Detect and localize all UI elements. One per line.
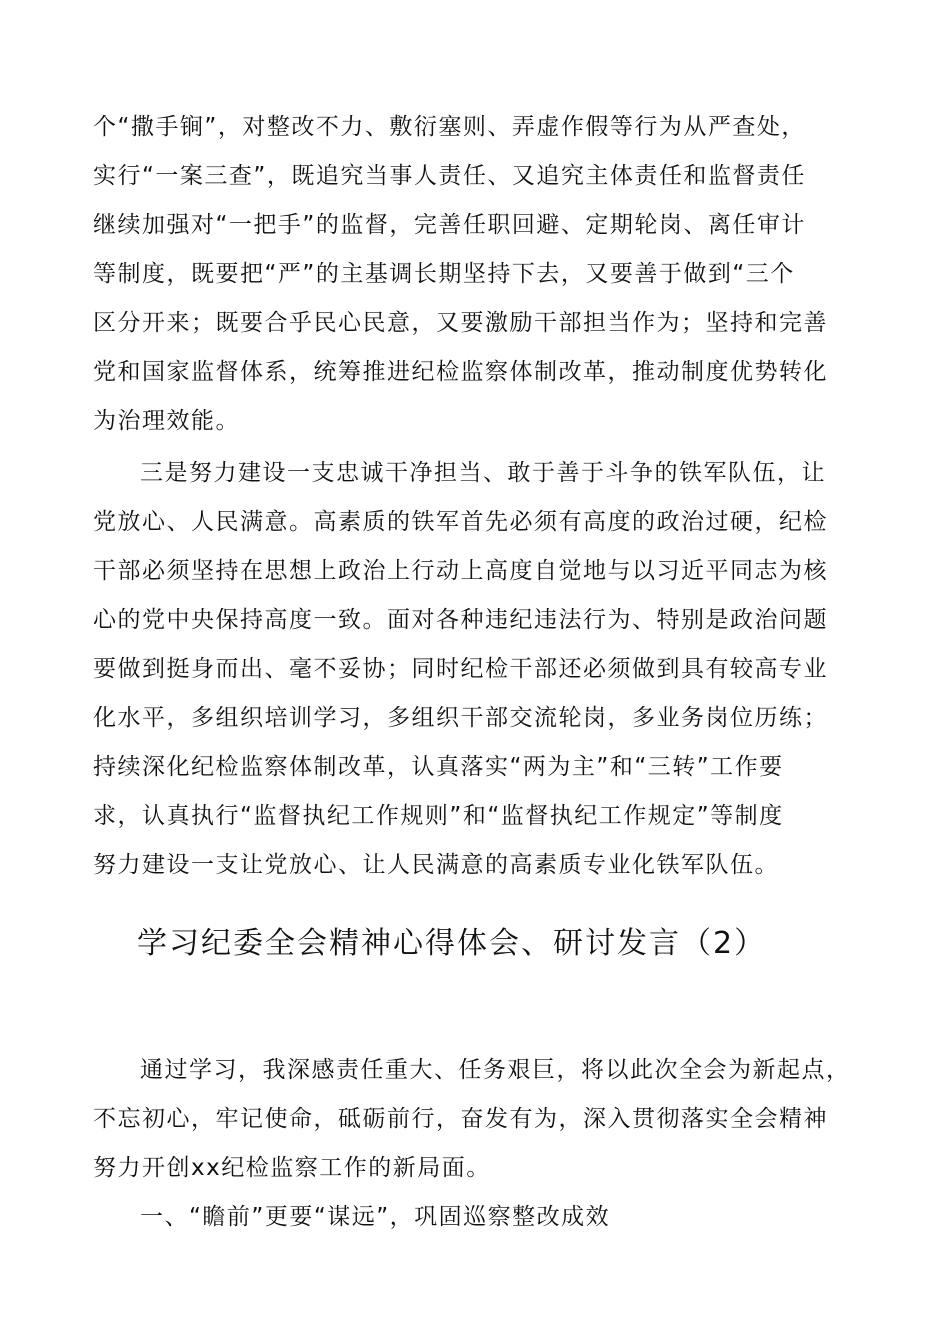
paragraph-line: 等制度，既要把“严”的主基调长期坚持下去，又要善于做到“三个 (93, 261, 795, 287)
paragraph-line: 不忘初心，牢记使命，砥砺前行，奋发有为，深入贯彻落实全会精神 (93, 1106, 828, 1132)
paragraph-line: 实行“一案三查”，既追究当事人责任、又追究主体责任和监督责任 (93, 163, 806, 189)
paragraph-line: 化水平，多组织培训学习，多组织干部交流轮岗，多业务岗位历练； (93, 705, 828, 731)
paragraph-line: 努力建设一支让党放心、让人民满意的高素质专业化铁军队伍。 (93, 852, 779, 878)
paragraph-line: 三是努力建设一支忠诚干净担当、敢于善于斗争的铁军队伍，让 (140, 460, 826, 486)
paragraph-line: 努力开创xx纪检监察工作的新局面。 (93, 1155, 491, 1181)
paragraph-line: 干部必须坚持在思想上政治上行动上高度自觉地与以习近平同志为核 (93, 558, 828, 584)
paragraph-line: 个“撒手锏”，对整改不力、敷衍塞则、弄虚作假等行为从严查处， (93, 114, 806, 140)
paragraph-line: 求，认真执行“监督执纪工作规则”和“监督执纪工作规定”等制度 (93, 803, 784, 829)
paragraph-line: 区分开来；既要合乎民心民意，又要激励干部担当作为；坚持和完善 (93, 310, 828, 336)
section-heading: 学习纪委全会精神心得体会、研讨发言（2） (137, 926, 767, 961)
paragraph-line: 继续加强对“一把手”的监督，完善任职回避、定期轮岗、离任审计 (93, 212, 806, 238)
paragraph-line: 党放心、人民满意。高素质的铁军首先必须有高度的政治过硬，纪检 (93, 509, 828, 535)
paragraph-line: 通过学习，我深感责任重大、任务艰巨，将以此次全会为新起点， (140, 1057, 851, 1083)
paragraph-line: 党和国家监督体系，统筹推进纪检监察体制改革，推动制度优势转化 (93, 359, 828, 385)
subheading-line: 一、“瞻前”更要“谋远”，巩固巡察整改成效 (140, 1204, 611, 1230)
paragraph-line: 心的党中央保持高度一致。面对各种违纪违法行为、特别是政治问题 (93, 607, 828, 633)
paragraph-line: 为治理效能。 (93, 408, 240, 434)
paragraph-line: 持续深化纪检监察体制改革，认真落实“两为主”和“三转”工作要 (93, 754, 784, 780)
paragraph-line: 要做到挺身而出、毫不妥协；同时纪检干部还必须做到具有较高专业 (93, 656, 828, 682)
